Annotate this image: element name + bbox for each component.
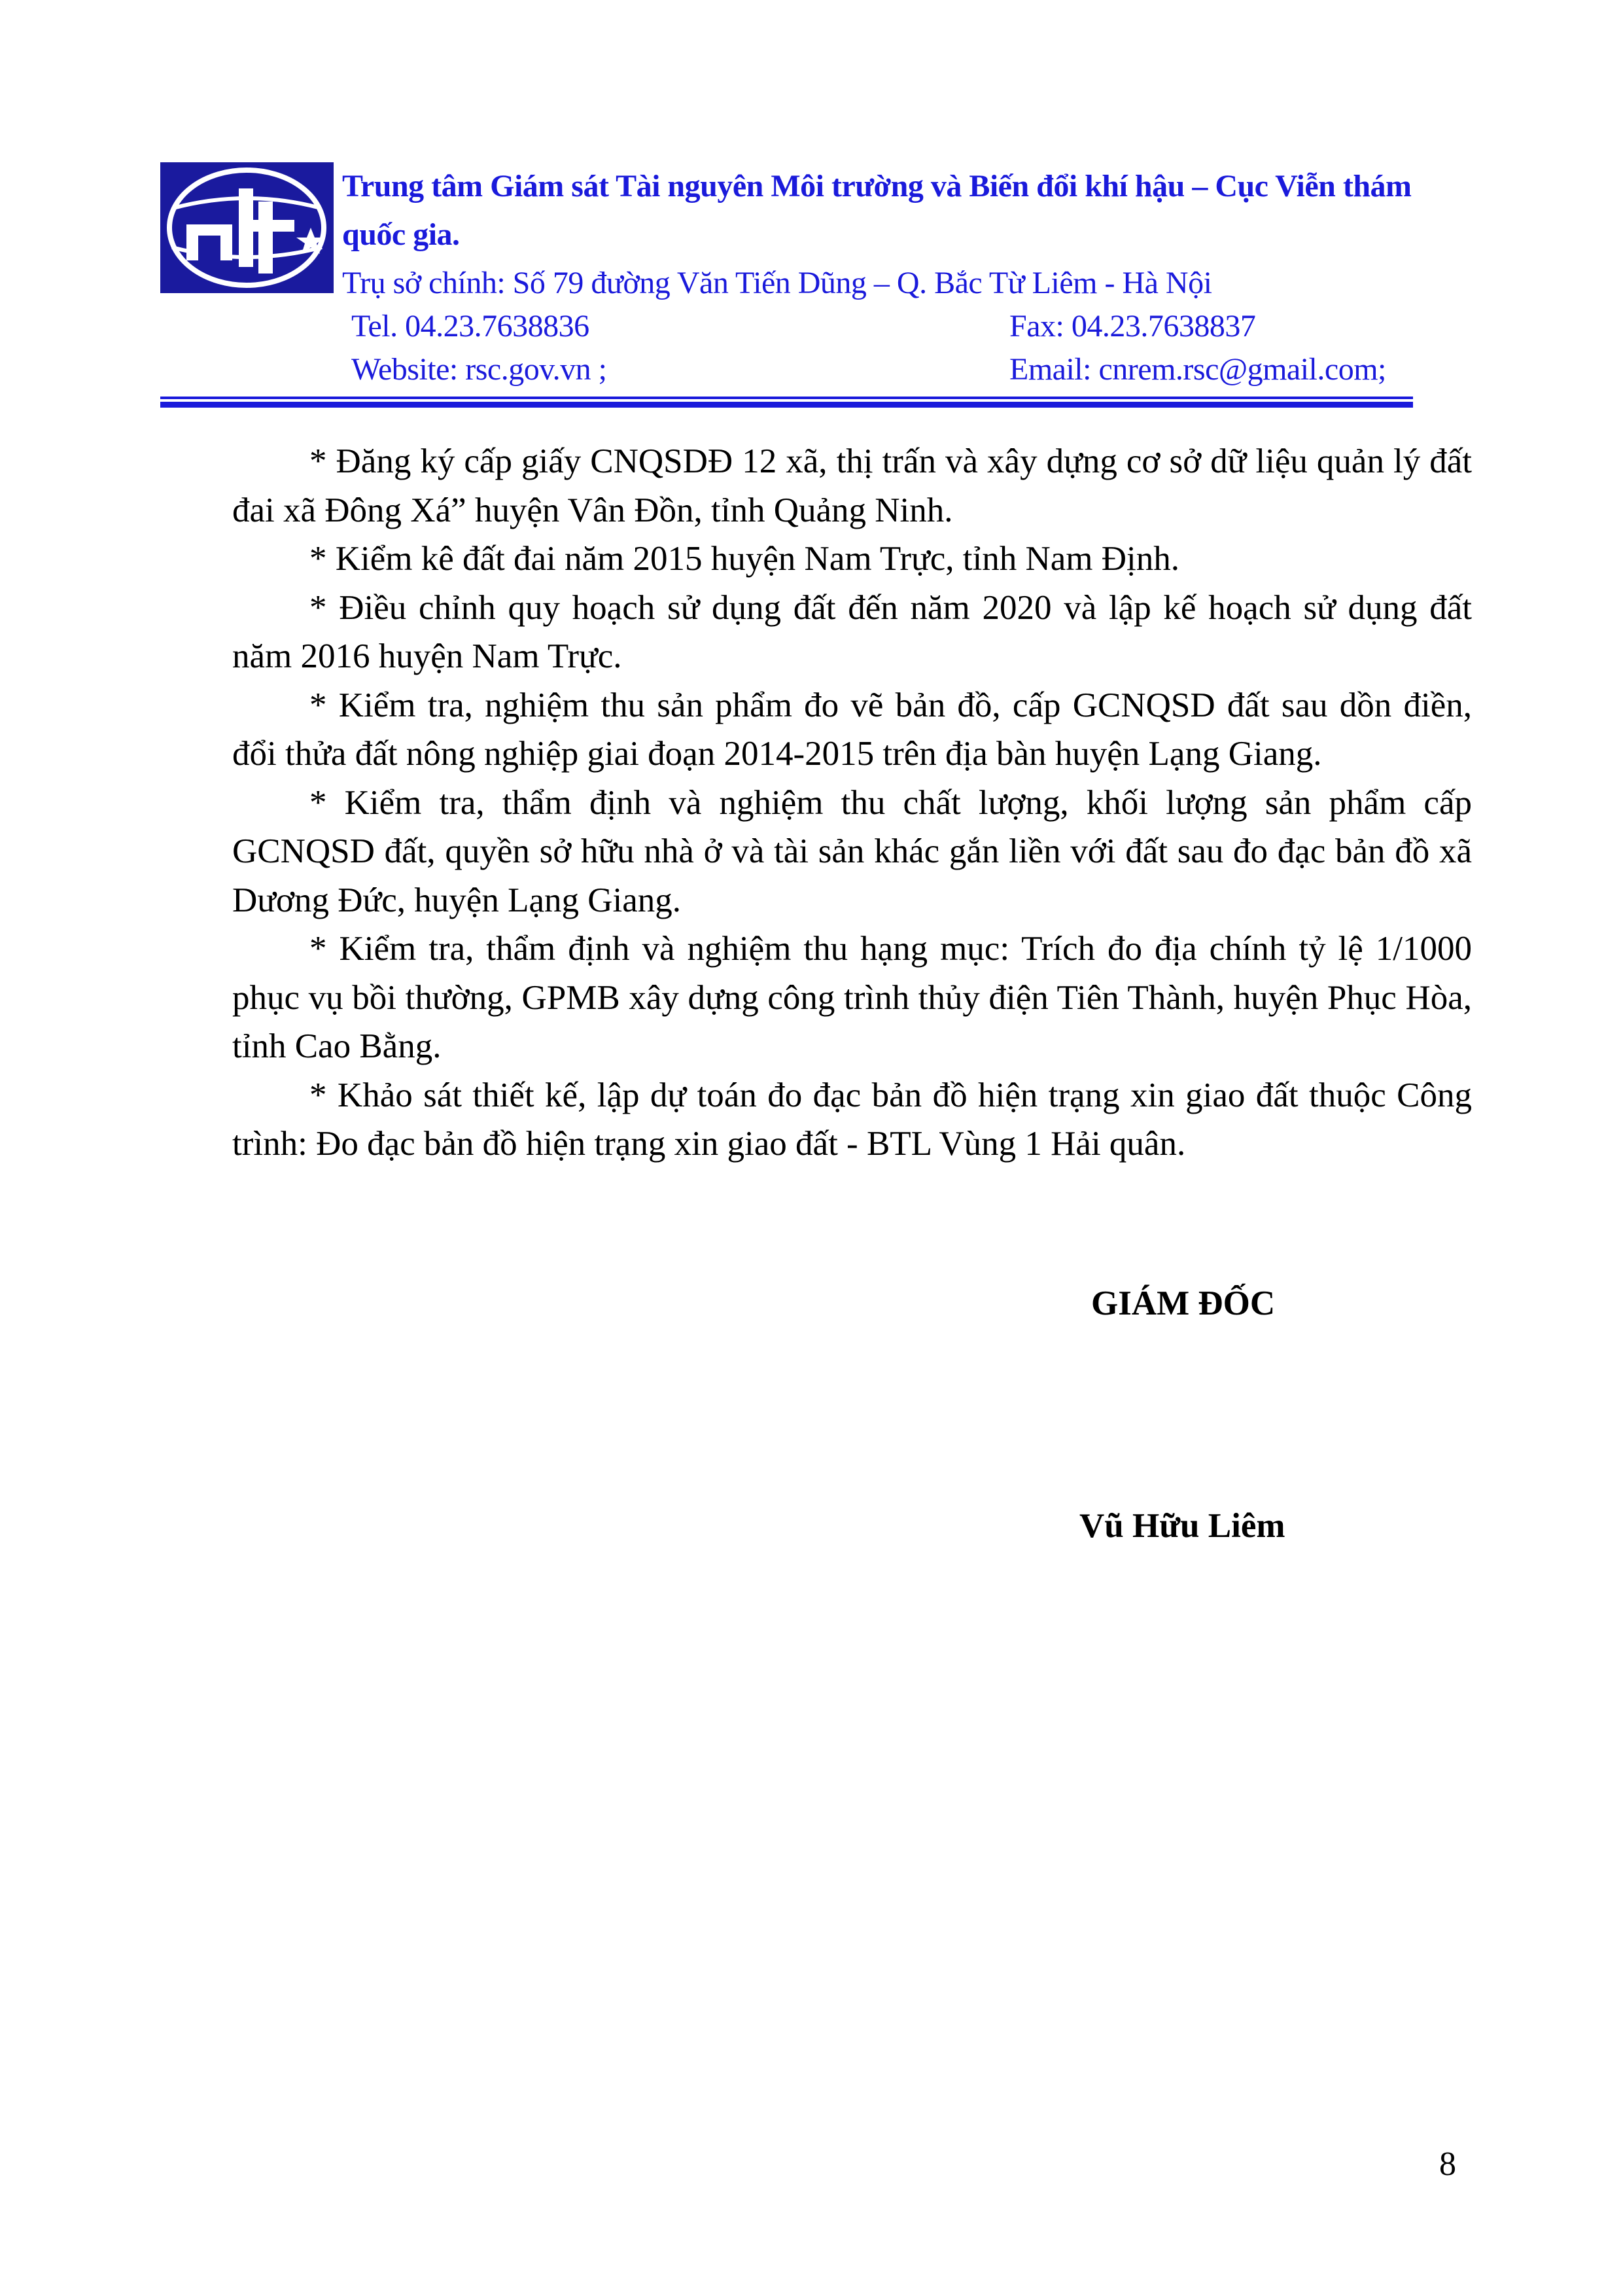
header-divider-thick (160, 402, 1413, 408)
email-link[interactable]: Email: cnrem.rsc@gmail.com; (1009, 352, 1386, 387)
document-body (232, 437, 1472, 1169)
paragraph: * Kiểm tra, thẩm định và nghiệm thu hạng mục: Trích đo địa chính tỷ lệ 1/1000 phục vụ bồi thường, GPMB xây dựng công trình thủy điện Tiên Thành, huyện Phục Hòa, tỉnh Cao Bằng. (232, 930, 1472, 1065)
paragraph: * Kiểm tra, thẩm định và nghiệm thu chất lượng, khối lượng sản phẩm cấp GCNQSD đất, quyền sở hữu nhà ở và tài sản khác gắn liền với đất sau đo đạc bản đồ xã Dương Đức, huyện Lạng Giang. (232, 783, 1472, 919)
telephone: Tel. 04.23.7638836 (351, 309, 589, 344)
paragraph: * Điều chỉnh quy hoạch sử dụng đất đến năm 2020 và lập kế hoạch sử dụng đất năm 2016 huyện Nam Trực. (232, 588, 1472, 675)
paragraph: * Kiểm kê đất đai năm 2015 huyện Nam Trực, tỉnh Nam Định. (309, 540, 1179, 578)
rsc-logo-icon (160, 162, 334, 293)
organization-name: Trung tâm Giám sát Tài nguyên Môi trường và Biến đổi khí hậu – Cục Viễn thám quốc gia. (342, 169, 1412, 252)
signature-title: GIÁM ĐỐC (1091, 1284, 1276, 1322)
signature-name: Vũ Hữu Liêm (1079, 1507, 1285, 1545)
paragraph: * Kiểm tra, nghiệm thu sản phẩm đo vẽ bản đồ, cấp GCNQSD đất sau dồn điền, đổi thửa đất nông nghiệp giai đoạn 2014-2015 trên địa bàn huyện Lạng Giang. (232, 686, 1472, 773)
letterhead (160, 162, 1416, 404)
address: Trụ sở chính: Số 79 đường Văn Tiến Dũng – Q. Bắc Từ Liêm - Hà Nội (342, 266, 1212, 300)
paragraph: * Khảo sát thiết kế, lập dự toán đo đạc bản đồ hiện trạng xin giao đất thuộc Công trình: Đo đạc bản đồ hiện trạng xin giao đất - BTL Vùng 1 Hải quân. (232, 1076, 1472, 1163)
page-number: 8 (1439, 2146, 1456, 2183)
header-divider-thin (160, 397, 1413, 399)
fax: Fax: 04.23.7638837 (1009, 309, 1256, 344)
website-link[interactable]: Website: rsc.gov.vn ; (351, 352, 607, 387)
paragraph: * Đăng ký cấp giấy CNQSDĐ 12 xã, thị trấn và xây dựng cơ sở dữ liệu quản lý đất đai xã Đông Xá” huyện Vân Đồn, tỉnh Quảng Ninh. (232, 442, 1472, 529)
